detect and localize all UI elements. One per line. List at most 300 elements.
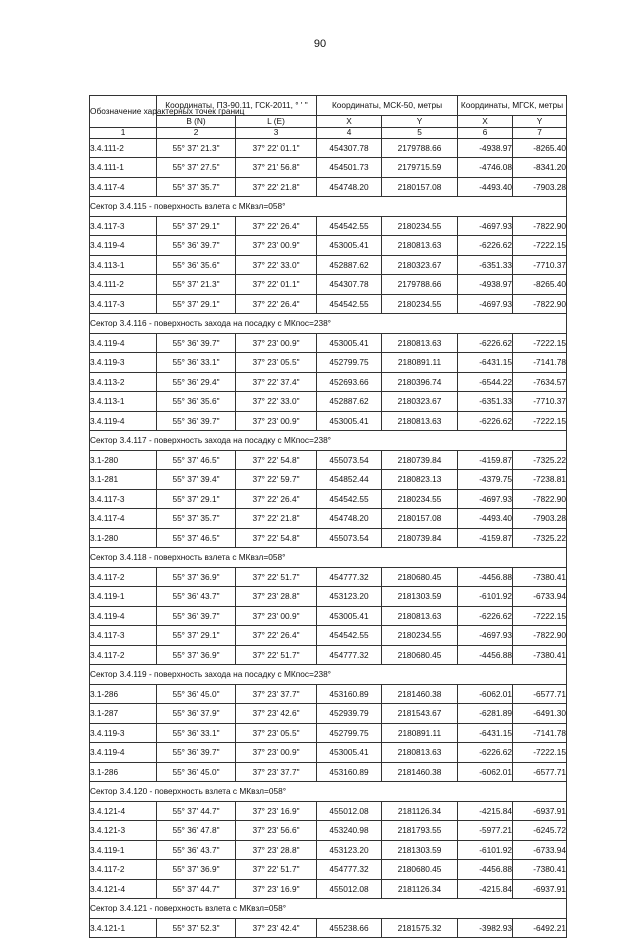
cell-msk50-x: 453160.89 (317, 762, 382, 782)
cell-msk50-y: 2180813.63 (382, 333, 458, 353)
cell-mgsk-x: -6101.92 (458, 587, 513, 607)
cell-mgsk-x: -4456.88 (458, 567, 513, 587)
sector-title: Сектор 3.4.116 - поверхность захода на посадку с МКпос=238° (90, 314, 567, 334)
cell-msk50-x: 455073.54 (317, 450, 382, 470)
cell-longitude-l: 37° 23' 00.9" (236, 606, 317, 626)
cell-mgsk-y: -6491.30 (513, 704, 567, 724)
cell-mgsk-y: -7325.22 (513, 528, 567, 548)
cell-msk50-x: 453005.41 (317, 236, 382, 256)
cell-longitude-l: 37° 22' 37.4" (236, 372, 317, 392)
cell-point-id: 3.1-287 (90, 704, 157, 724)
column-number: 7 (513, 127, 567, 138)
table-row (90, 879, 567, 899)
coordinates-table (89, 95, 567, 938)
cell-longitude-l: 37° 22' 26.4" (236, 489, 317, 509)
cell-msk50-x: 454542.55 (317, 489, 382, 509)
cell-mgsk-x: -4456.88 (458, 645, 513, 665)
cell-longitude-l: 37° 23' 56.6" (236, 821, 317, 841)
cell-msk50-x: 453123.20 (317, 840, 382, 860)
cell-point-id: 3.4.119-4 (90, 411, 157, 431)
sector-row (90, 665, 567, 685)
cell-msk50-y: 2179788.66 (382, 275, 458, 295)
cell-mgsk-y: -6245.72 (513, 821, 567, 841)
table-row (90, 723, 567, 743)
table-row (90, 567, 567, 587)
cell-msk50-y: 2181303.59 (382, 587, 458, 607)
cell-longitude-l: 37° 22' 51.7" (236, 860, 317, 880)
cell-msk50-y: 2180396.74 (382, 372, 458, 392)
cell-msk50-y: 2180891.11 (382, 723, 458, 743)
cell-mgsk-y: -7222.15 (513, 411, 567, 431)
cell-msk50-x: 454777.32 (317, 567, 382, 587)
cell-msk50-x: 455012.08 (317, 801, 382, 821)
cell-longitude-l: 37° 22' 51.7" (236, 645, 317, 665)
header-sub-mgsk-y: Y (513, 115, 567, 127)
cell-longitude-l: 37° 22' 01.1" (236, 275, 317, 295)
table-row (90, 372, 567, 392)
cell-mgsk-y: -7380.41 (513, 567, 567, 587)
cell-msk50-y: 2180739.84 (382, 450, 458, 470)
cell-point-id: 3.4.119-4 (90, 606, 157, 626)
cell-mgsk-x: -4697.93 (458, 489, 513, 509)
sector-row (90, 431, 567, 451)
cell-mgsk-y: -6733.94 (513, 587, 567, 607)
cell-point-id: 3.4.117-4 (90, 177, 157, 197)
table-row (90, 353, 567, 373)
cell-longitude-l: 37° 22' 01.1" (236, 138, 317, 158)
cell-latitude-b: 55° 36' 43.7" (157, 587, 236, 607)
cell-msk50-y: 2180813.63 (382, 411, 458, 431)
cell-msk50-y: 2180234.55 (382, 489, 458, 509)
cell-latitude-b: 55° 37' 46.5" (157, 528, 236, 548)
cell-longitude-l: 37° 22' 54.8" (236, 528, 317, 548)
header-sub-msk-y: Y (382, 115, 458, 127)
table-row (90, 158, 567, 178)
table-row (90, 840, 567, 860)
cell-mgsk-x: -6351.33 (458, 392, 513, 412)
column-number: 4 (317, 127, 382, 138)
cell-latitude-b: 55° 36' 39.7" (157, 333, 236, 353)
cell-msk50-x: 453240.98 (317, 821, 382, 841)
cell-mgsk-y: -7141.78 (513, 723, 567, 743)
cell-point-id: 3.4.117-3 (90, 489, 157, 509)
cell-mgsk-y: -7380.41 (513, 645, 567, 665)
header-coords-mgsk: Координаты, МГСК, метры (458, 96, 567, 116)
cell-msk50-x: 455073.54 (317, 528, 382, 548)
cell-msk50-x: 454748.20 (317, 509, 382, 529)
cell-msk50-y: 2180234.55 (382, 626, 458, 646)
cell-longitude-l: 37° 21' 56.8" (236, 158, 317, 178)
table-body (90, 138, 567, 938)
cell-mgsk-x: -3982.93 (458, 918, 513, 938)
cell-longitude-l: 37° 22' 21.8" (236, 509, 317, 529)
cell-mgsk-x: -6281.89 (458, 704, 513, 724)
cell-latitude-b: 55° 37' 44.7" (157, 801, 236, 821)
cell-longitude-l: 37° 23' 42.6" (236, 704, 317, 724)
cell-msk50-y: 2180680.45 (382, 860, 458, 880)
cell-mgsk-x: -4746.08 (458, 158, 513, 178)
cell-mgsk-x: -4215.84 (458, 801, 513, 821)
cell-mgsk-y: -7822.90 (513, 216, 567, 236)
cell-longitude-l: 37° 23' 37.7" (236, 762, 317, 782)
table-row (90, 684, 567, 704)
cell-latitude-b: 55° 36' 39.7" (157, 411, 236, 431)
column-number: 1 (90, 127, 157, 138)
cell-point-id: 3.4.117-3 (90, 216, 157, 236)
cell-point-id: 3.4.117-3 (90, 294, 157, 314)
cell-longitude-l: 37° 22' 54.8" (236, 450, 317, 470)
cell-msk50-x: 454748.20 (317, 177, 382, 197)
cell-msk50-y: 2180157.08 (382, 509, 458, 529)
cell-msk50-y: 2181126.34 (382, 879, 458, 899)
sector-title: Сектор 3.4.120 - поверхность взлета с МКвзл=058° (90, 782, 567, 802)
cell-latitude-b: 55° 37' 36.9" (157, 567, 236, 587)
cell-mgsk-x: -5977.21 (458, 821, 513, 841)
table-row (90, 470, 567, 490)
cell-mgsk-y: -7238.81 (513, 470, 567, 490)
table-row (90, 645, 567, 665)
cell-msk50-y: 2181460.38 (382, 762, 458, 782)
cell-msk50-y: 2180813.63 (382, 743, 458, 763)
cell-longitude-l: 37° 23' 16.9" (236, 879, 317, 899)
cell-msk50-y: 2181575.32 (382, 918, 458, 938)
table-row (90, 528, 567, 548)
cell-point-id: 3.1-280 (90, 450, 157, 470)
cell-mgsk-x: -6226.62 (458, 411, 513, 431)
cell-mgsk-x: -4697.93 (458, 626, 513, 646)
cell-latitude-b: 55° 37' 27.5" (157, 158, 236, 178)
cell-msk50-y: 2180823.13 (382, 470, 458, 490)
cell-msk50-y: 2179788.66 (382, 138, 458, 158)
table-row (90, 392, 567, 412)
cell-msk50-y: 2180680.45 (382, 645, 458, 665)
cell-point-id: 3.4.119-4 (90, 333, 157, 353)
cell-mgsk-y: -6733.94 (513, 840, 567, 860)
sector-row (90, 197, 567, 217)
cell-mgsk-x: -6226.62 (458, 333, 513, 353)
cell-msk50-x: 454852.44 (317, 470, 382, 490)
cell-msk50-y: 2181126.34 (382, 801, 458, 821)
header-sub-b: B (N) (157, 115, 236, 127)
cell-mgsk-x: -4493.40 (458, 509, 513, 529)
cell-msk50-x: 454777.32 (317, 645, 382, 665)
cell-mgsk-x: -6101.92 (458, 840, 513, 860)
table-row (90, 860, 567, 880)
cell-point-id: 3.4.119-1 (90, 587, 157, 607)
cell-mgsk-y: -6577.71 (513, 762, 567, 782)
cell-point-id: 3.4.117-2 (90, 860, 157, 880)
cell-mgsk-x: -6062.01 (458, 684, 513, 704)
cell-latitude-b: 55° 36' 33.1" (157, 353, 236, 373)
cell-longitude-l: 37° 22' 59.7" (236, 470, 317, 490)
cell-msk50-x: 454777.32 (317, 860, 382, 880)
cell-point-id: 3.4.111-1 (90, 158, 157, 178)
cell-mgsk-y: -7822.90 (513, 489, 567, 509)
cell-msk50-y: 2181543.67 (382, 704, 458, 724)
cell-msk50-x: 454307.78 (317, 138, 382, 158)
cell-mgsk-y: -6937.91 (513, 879, 567, 899)
cell-point-id: 3.4.113-1 (90, 255, 157, 275)
cell-msk50-y: 2180323.67 (382, 255, 458, 275)
cell-latitude-b: 55° 36' 45.0" (157, 762, 236, 782)
cell-point-id: 3.4.117-4 (90, 509, 157, 529)
cell-msk50-y: 2180739.84 (382, 528, 458, 548)
cell-longitude-l: 37° 23' 00.9" (236, 236, 317, 256)
cell-mgsk-x: -6431.15 (458, 353, 513, 373)
cell-longitude-l: 37° 23' 00.9" (236, 743, 317, 763)
cell-point-id: 3.4.119-3 (90, 353, 157, 373)
cell-mgsk-x: -4697.93 (458, 294, 513, 314)
cell-longitude-l: 37° 23' 28.8" (236, 587, 317, 607)
cell-longitude-l: 37° 22' 26.4" (236, 294, 317, 314)
table-row (90, 743, 567, 763)
cell-msk50-x: 452939.79 (317, 704, 382, 724)
cell-point-id: 3.4.117-2 (90, 645, 157, 665)
cell-mgsk-x: -4456.88 (458, 860, 513, 880)
cell-longitude-l: 37° 22' 26.4" (236, 216, 317, 236)
cell-mgsk-x: -6544.22 (458, 372, 513, 392)
cell-longitude-l: 37° 23' 37.7" (236, 684, 317, 704)
cell-latitude-b: 55° 36' 45.0" (157, 684, 236, 704)
table-row (90, 411, 567, 431)
cell-msk50-x: 453160.89 (317, 684, 382, 704)
cell-point-id: 3.4.117-2 (90, 567, 157, 587)
cell-msk50-x: 452799.75 (317, 723, 382, 743)
cell-point-id: 3.1-281 (90, 470, 157, 490)
cell-latitude-b: 55° 37' 35.7" (157, 177, 236, 197)
sector-row (90, 314, 567, 334)
cell-msk50-y: 2180234.55 (382, 294, 458, 314)
cell-point-id: 3.4.119-4 (90, 236, 157, 256)
sector-row (90, 548, 567, 568)
cell-latitude-b: 55° 36' 47.8" (157, 821, 236, 841)
column-number: 6 (458, 127, 513, 138)
cell-latitude-b: 55° 37' 44.7" (157, 879, 236, 899)
cell-msk50-y: 2180813.63 (382, 236, 458, 256)
column-number: 5 (382, 127, 458, 138)
cell-latitude-b: 55° 37' 39.4" (157, 470, 236, 490)
cell-point-id: 3.4.113-2 (90, 372, 157, 392)
cell-mgsk-x: -4938.97 (458, 275, 513, 295)
column-number: 3 (236, 127, 317, 138)
cell-latitude-b: 55° 37' 21.3" (157, 138, 236, 158)
table-row (90, 801, 567, 821)
cell-mgsk-y: -6492.21 (513, 918, 567, 938)
table-row (90, 489, 567, 509)
cell-mgsk-y: -7222.15 (513, 606, 567, 626)
table-row (90, 216, 567, 236)
cell-msk50-y: 2181303.59 (382, 840, 458, 860)
cell-latitude-b: 55° 37' 46.5" (157, 450, 236, 470)
cell-mgsk-x: -6351.33 (458, 255, 513, 275)
header-designation: Обозначение характерных точек границ (90, 96, 157, 128)
cell-point-id: 3.4.117-3 (90, 626, 157, 646)
header-coords-msk50: Координаты, МСК-50, метры (317, 96, 458, 116)
cell-mgsk-x: -4697.93 (458, 216, 513, 236)
cell-mgsk-y: -7325.22 (513, 450, 567, 470)
cell-latitude-b: 55° 37' 21.3" (157, 275, 236, 295)
cell-point-id: 3.4.113-1 (90, 392, 157, 412)
header-sub-mgsk-x: X (458, 115, 513, 127)
cell-msk50-x: 454542.55 (317, 216, 382, 236)
sector-title: Сектор 3.4.115 - поверхность взлета с МКвзл=058° (90, 197, 567, 217)
cell-longitude-l: 37° 23' 28.8" (236, 840, 317, 860)
cell-mgsk-y: -8341.20 (513, 158, 567, 178)
cell-point-id: 3.4.119-4 (90, 743, 157, 763)
table-row (90, 762, 567, 782)
cell-latitude-b: 55° 37' 36.9" (157, 645, 236, 665)
sector-row (90, 782, 567, 802)
table-row (90, 704, 567, 724)
cell-mgsk-x: -4493.40 (458, 177, 513, 197)
cell-msk50-y: 2180891.11 (382, 353, 458, 373)
cell-mgsk-x: -6226.62 (458, 606, 513, 626)
cell-msk50-y: 2180323.67 (382, 392, 458, 412)
sector-title: Сектор 3.4.121 - поверхность взлета с МКвзл=058° (90, 899, 567, 919)
cell-mgsk-y: -7903.28 (513, 509, 567, 529)
cell-msk50-x: 455012.08 (317, 879, 382, 899)
cell-point-id: 3.1-286 (90, 684, 157, 704)
cell-msk50-y: 2180234.55 (382, 216, 458, 236)
cell-msk50-x: 454542.55 (317, 626, 382, 646)
table-row (90, 255, 567, 275)
cell-longitude-l: 37° 23' 42.4" (236, 918, 317, 938)
cell-longitude-l: 37° 22' 26.4" (236, 626, 317, 646)
cell-mgsk-x: -4215.84 (458, 879, 513, 899)
cell-mgsk-y: -8265.40 (513, 275, 567, 295)
cell-latitude-b: 55° 36' 43.7" (157, 840, 236, 860)
cell-point-id: 3.4.119-3 (90, 723, 157, 743)
cell-mgsk-y: -7903.28 (513, 177, 567, 197)
cell-msk50-x: 454501.73 (317, 158, 382, 178)
header-coords-pz90: Координаты, ПЗ-90.11, ГСК-2011, ° ' " (157, 96, 317, 116)
cell-mgsk-y: -7710.37 (513, 255, 567, 275)
cell-latitude-b: 55° 36' 39.7" (157, 606, 236, 626)
cell-longitude-l: 37° 23' 16.9" (236, 801, 317, 821)
cell-point-id: 3.1-286 (90, 762, 157, 782)
cell-point-id: 3.4.121-4 (90, 879, 157, 899)
table-row (90, 333, 567, 353)
table-row (90, 626, 567, 646)
cell-msk50-y: 2180157.08 (382, 177, 458, 197)
cell-latitude-b: 55° 36' 35.6" (157, 255, 236, 275)
cell-mgsk-y: -7634.57 (513, 372, 567, 392)
cell-latitude-b: 55° 37' 52.3" (157, 918, 236, 938)
table-row (90, 177, 567, 197)
header-sub-l: L (E) (236, 115, 317, 127)
cell-mgsk-y: -7222.15 (513, 743, 567, 763)
table-row (90, 275, 567, 295)
cell-mgsk-y: -7710.37 (513, 392, 567, 412)
cell-mgsk-x: -6062.01 (458, 762, 513, 782)
table-row (90, 587, 567, 607)
cell-msk50-x: 454307.78 (317, 275, 382, 295)
cell-point-id: 3.4.121-4 (90, 801, 157, 821)
cell-mgsk-x: -4159.87 (458, 528, 513, 548)
cell-msk50-x: 453005.41 (317, 743, 382, 763)
table-row (90, 294, 567, 314)
cell-msk50-x: 452799.75 (317, 353, 382, 373)
table-row (90, 606, 567, 626)
cell-latitude-b: 55° 37' 29.1" (157, 626, 236, 646)
cell-mgsk-x: -6226.62 (458, 743, 513, 763)
column-number: 2 (157, 127, 236, 138)
cell-longitude-l: 37° 23' 05.5" (236, 723, 317, 743)
cell-msk50-y: 2180680.45 (382, 567, 458, 587)
cell-point-id: 3.4.121-3 (90, 821, 157, 841)
cell-msk50-y: 2181460.38 (382, 684, 458, 704)
cell-longitude-l: 37° 23' 00.9" (236, 333, 317, 353)
cell-mgsk-x: -4379.75 (458, 470, 513, 490)
cell-latitude-b: 55° 37' 36.9" (157, 860, 236, 880)
cell-mgsk-x: -4938.97 (458, 138, 513, 158)
cell-latitude-b: 55° 36' 29.4" (157, 372, 236, 392)
cell-mgsk-y: -7222.15 (513, 236, 567, 256)
cell-mgsk-y: -7222.15 (513, 333, 567, 353)
cell-mgsk-x: -6226.62 (458, 236, 513, 256)
cell-point-id: 3.4.119-1 (90, 840, 157, 860)
cell-latitude-b: 55° 36' 33.1" (157, 723, 236, 743)
table-row (90, 918, 567, 938)
sector-title: Сектор 3.4.119 - поверхность захода на посадку с МКпос=238° (90, 665, 567, 685)
cell-mgsk-y: -7380.41 (513, 860, 567, 880)
cell-latitude-b: 55° 36' 39.7" (157, 743, 236, 763)
cell-msk50-x: 452693.66 (317, 372, 382, 392)
cell-longitude-l: 37° 23' 05.5" (236, 353, 317, 373)
table-row (90, 821, 567, 841)
cell-mgsk-y: -6577.71 (513, 684, 567, 704)
table-row (90, 450, 567, 470)
cell-latitude-b: 55° 36' 35.6" (157, 392, 236, 412)
cell-mgsk-y: -7141.78 (513, 353, 567, 373)
cell-point-id: 3.4.111-2 (90, 138, 157, 158)
cell-point-id: 3.4.121-1 (90, 918, 157, 938)
cell-msk50-x: 453005.41 (317, 411, 382, 431)
cell-latitude-b: 55° 37' 29.1" (157, 216, 236, 236)
cell-longitude-l: 37° 22' 33.0" (236, 255, 317, 275)
cell-msk50-x: 453123.20 (317, 587, 382, 607)
cell-longitude-l: 37° 23' 00.9" (236, 411, 317, 431)
sector-title: Сектор 3.4.117 - поверхность захода на посадку с МКпос=238° (90, 431, 567, 451)
cell-mgsk-y: -6937.91 (513, 801, 567, 821)
cell-mgsk-x: -4159.87 (458, 450, 513, 470)
cell-msk50-x: 453005.41 (317, 606, 382, 626)
cell-msk50-x: 452887.62 (317, 392, 382, 412)
cell-msk50-x: 454542.55 (317, 294, 382, 314)
cell-latitude-b: 55° 36' 39.7" (157, 236, 236, 256)
cell-latitude-b: 55° 36' 37.9" (157, 704, 236, 724)
cell-msk50-x: 455238.66 (317, 918, 382, 938)
cell-latitude-b: 55° 37' 35.7" (157, 509, 236, 529)
cell-mgsk-x: -6431.15 (458, 723, 513, 743)
page-number: 90 (313, 38, 327, 50)
table-row (90, 509, 567, 529)
cell-longitude-l: 37° 22' 21.8" (236, 177, 317, 197)
cell-mgsk-y: -7822.90 (513, 294, 567, 314)
cell-point-id: 3.1-280 (90, 528, 157, 548)
sector-row (90, 899, 567, 919)
cell-longitude-l: 37° 22' 33.0" (236, 392, 317, 412)
sector-title: Сектор 3.4.118 - поверхность взлета с МКвзл=058° (90, 548, 567, 568)
cell-latitude-b: 55° 37' 29.1" (157, 294, 236, 314)
cell-latitude-b: 55° 37' 29.1" (157, 489, 236, 509)
header-sub-msk-x: X (317, 115, 382, 127)
cell-msk50-x: 452887.62 (317, 255, 382, 275)
cell-msk50-y: 2180813.63 (382, 606, 458, 626)
table-row (90, 138, 567, 158)
cell-msk50-x: 453005.41 (317, 333, 382, 353)
cell-mgsk-y: -8265.40 (513, 138, 567, 158)
